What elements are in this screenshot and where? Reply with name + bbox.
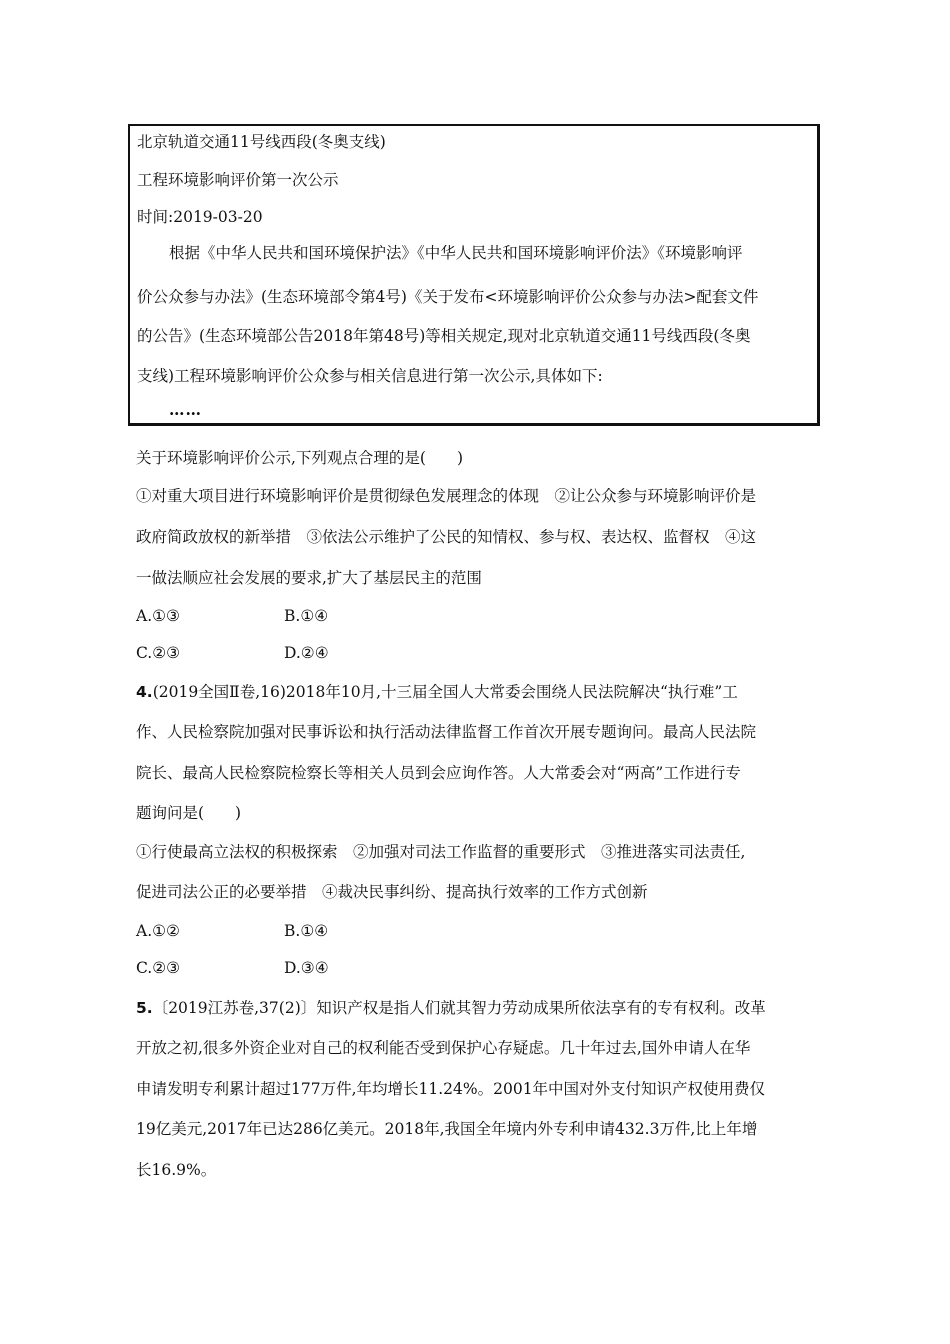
q4-line: 作、人民检察院加强对民事诉讼和执行活动法律监督工作首次开展专题询问。最高人民法院 [136, 723, 757, 741]
q3-statement-line: 政府简政放权的新举措 ③依法公示维护了公民的知情权、参与权、表达权、监督权 ④这 [136, 528, 757, 546]
q3-statement-line: ①对重大项目进行环境影响评价是贯彻绿色发展理念的体现 ②让公众参与环境影响评价是 [136, 487, 757, 505]
q4-line: 院长、最高人民检察院检察长等相关人员到会应询作答。人大常委会对“两高”工作进行专 [136, 764, 741, 782]
q4-line: 题询问是( ) [136, 804, 242, 822]
q5-line: 长16.9%。 [136, 1161, 217, 1179]
notice-title-line2: 工程环境影响评价第一次公示 [137, 171, 339, 189]
q3-option-b: B.①④ [284, 607, 329, 625]
q5-text: 〔2019江苏卷,37(2)〕知识产权是指人们就其智力劳动成果所依法享有的专有权利。改革 [152, 999, 766, 1017]
q5-line: 申请发明专利累计超过177万件,年均增长11.24%。2001年中国对外支付知识产权使用费仅 [136, 1080, 766, 1098]
q5-line: 19亿美元,2017年已达286亿美元。2018年,我国全年境内外专利申请432.3万件,比上年增 [136, 1120, 758, 1138]
q5-line: 开放之初,很多外资企业对自己的权利能否受到保护心存疑虑。几十年过去,国外申请人在华 [136, 1039, 751, 1057]
q3-option-a: A.①③ [136, 607, 180, 625]
q4-text: (2019全国Ⅱ卷,16)2018年10月,十三届全国人大常委会围绕人民法院解决“执行难”工 [152, 683, 738, 701]
q4-option-b: B.①④ [284, 922, 329, 940]
q4-number: 4. [136, 683, 153, 701]
q4-option-a: A.①② [136, 922, 180, 940]
notice-time: 时间:2019-03-20 [137, 208, 263, 226]
notice-paragraph-line: 根据《中华人民共和国环境保护法》《中华人民共和国环境影响评价法》《环境影响评 [169, 244, 743, 262]
notice-ellipsis: …… [169, 400, 202, 419]
q3-stem: 关于环境影响评价公示,下列观点合理的是( ) [136, 449, 464, 467]
q3-option-d: D.②④ [284, 644, 329, 662]
q4-statement-line: 促进司法公正的必要举措 ④裁决民事纠纷、提高执行效率的工作方式创新 [136, 883, 648, 901]
notice-title-line1: 北京轨道交通11号线西段(冬奥支线) [137, 133, 386, 151]
q4-option-d: D.③④ [284, 959, 329, 977]
q5-number: 5. [136, 999, 153, 1017]
q3-statement-line: 一做法顺应社会发展的要求,扩大了基层民主的范围 [136, 569, 482, 587]
q4-statement-line: ①行使最高立法权的积极探索 ②加强对司法工作监督的重要形式 ③推进落实司法责任, [136, 843, 746, 861]
q3-option-c: C.②③ [136, 644, 181, 662]
q4-line [136, 682, 738, 702]
q4-option-c: C.②③ [136, 959, 181, 977]
notice-paragraph-line: 的公告》(生态环境部公告2018年第48号)等相关规定,现对北京轨道交通11号线西段(冬奥 [137, 327, 751, 345]
notice-paragraph-line: 支线)工程环境影响评价公众参与相关信息进行第一次公示,具体如下: [137, 367, 603, 385]
q5-line [136, 998, 766, 1018]
notice-paragraph-line: 价公众参与办法》(生态环境部令第4号)《关于发布<环境影响评价公众参与办法>配套文件 [137, 288, 759, 306]
